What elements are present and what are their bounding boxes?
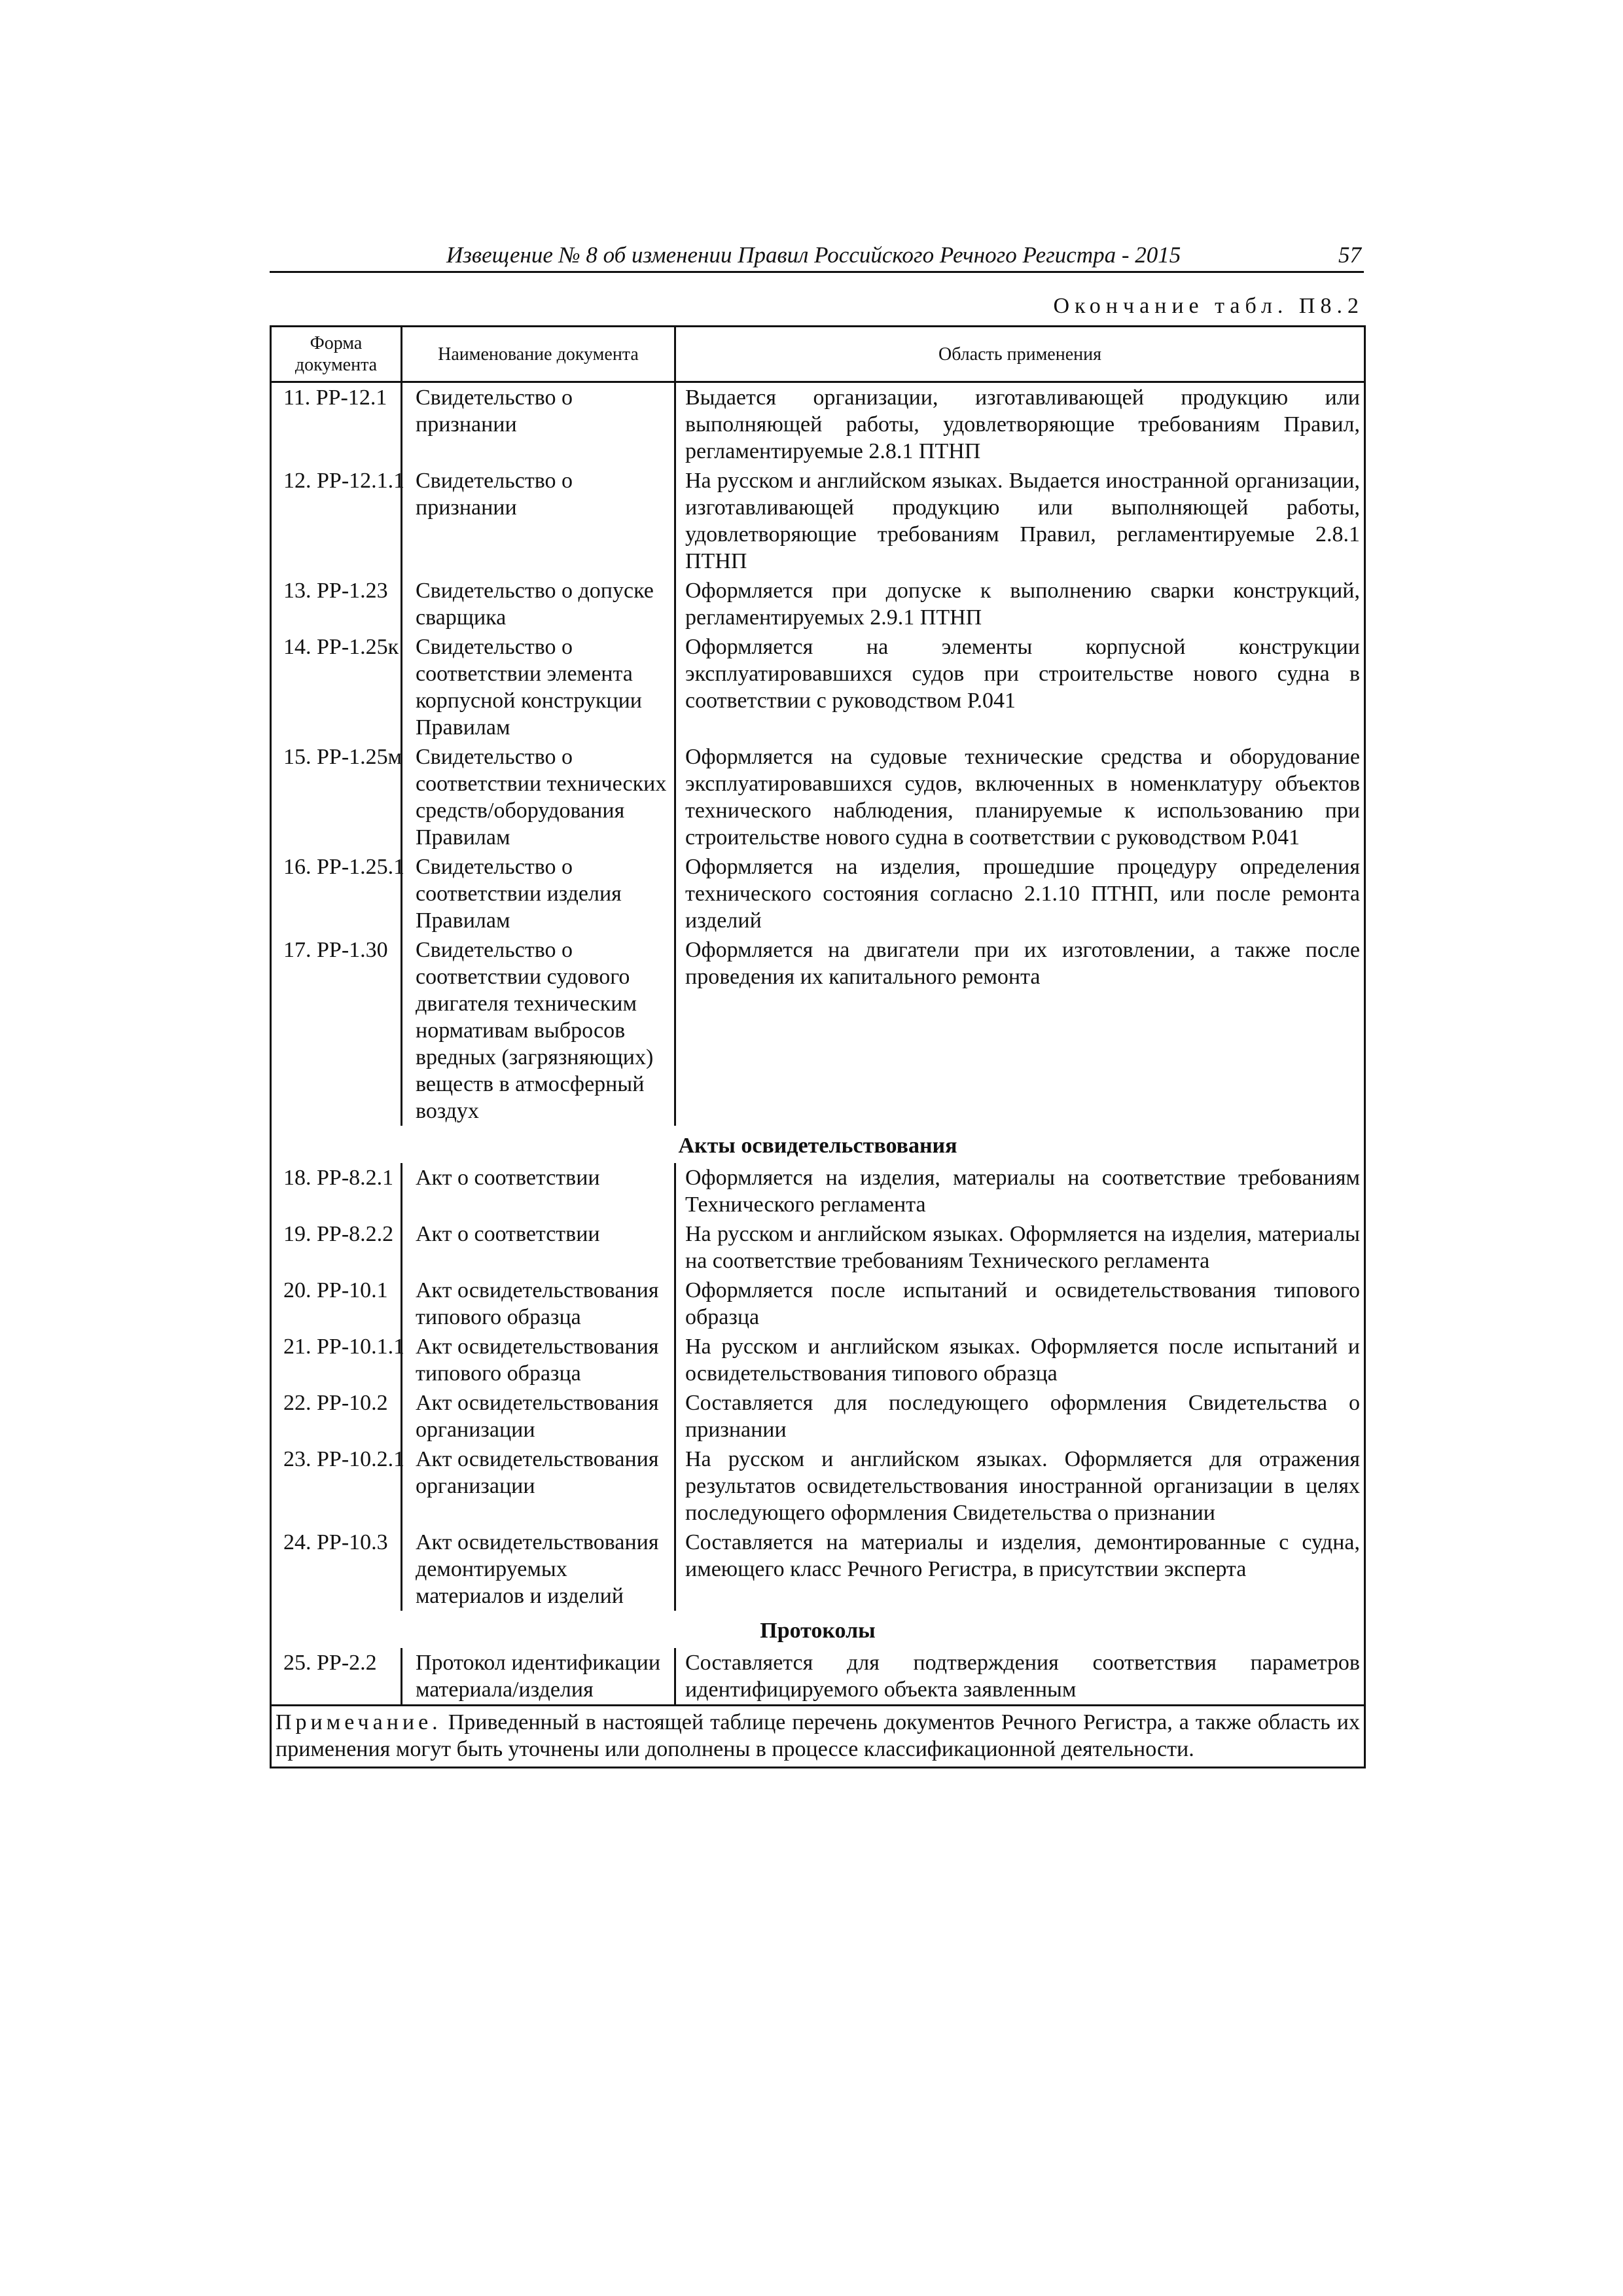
- table-row: [271, 1276, 1365, 1332]
- table-row: [271, 466, 1365, 576]
- doc-scope: Оформляется на элементы корпусной конструкции эксплуатировавшихся судов при строительстве нового судна в соответствии с руководством Р.041: [675, 632, 1365, 742]
- table-row: [271, 632, 1365, 742]
- header-title: Извещение № 8 об изменении Правил Российского Речного Регистра - 2015: [446, 242, 1181, 268]
- doc-scope: Оформляется на судовые технические средства и оборудование эксплуатировавшихся судов, включенных в номенклатуру объектов технического наблюдения, планируемые к использованию при строительстве нового судна в соответствии с руководством Р.041: [675, 742, 1365, 852]
- doc-form: 25. РР-2.2: [271, 1648, 402, 1706]
- table-row: [271, 576, 1365, 632]
- doc-scope: На русском и английском языках. Выдается иностранной организации, изготавливающей продукцию или выполняющей работы, удовлетворяющие требованиям Правил, регламентируемые 2.8.1 ПТНП: [675, 466, 1365, 576]
- section-heading-protocols: Протоколы: [271, 1611, 1365, 1648]
- doc-name: Свидетельство о допуске сварщика: [402, 576, 675, 632]
- doc-form: 11. РР-12.1: [271, 382, 402, 467]
- doc-form: 16. РР-1.25.1: [271, 852, 402, 935]
- doc-form: 23. РР-10.2.1: [271, 1444, 402, 1528]
- doc-scope: Оформляется при допуске к выполнению сварки конструкций, регламентируемых 2.9.1 ПТНП: [675, 576, 1365, 632]
- page-number: 57: [1338, 242, 1361, 268]
- note-text: Приведенный в настоящей таблице перечень документов Речного Регистра, а также область их применения могут быть уточнены или дополнены в процессе классификационной деятельности.: [276, 1710, 1361, 1761]
- section-heading-row: [271, 1611, 1365, 1648]
- table-row: [271, 935, 1365, 1126]
- doc-form: 12. РР-12.1.1: [271, 466, 402, 576]
- section-heading-acts: Акты освидетельствования: [271, 1126, 1365, 1163]
- table-note: [271, 1706, 1365, 1768]
- column-header-name: Наименование документа: [402, 327, 675, 382]
- doc-form: 14. РР-1.25к: [271, 632, 402, 742]
- doc-form: 22. РР-10.2: [271, 1388, 402, 1444]
- table-row: [271, 1332, 1365, 1388]
- table-row: [271, 742, 1365, 852]
- doc-name: Акт освидетельствования типового образца: [402, 1332, 675, 1388]
- column-header-scope: Область применения: [675, 327, 1365, 382]
- column-header-form: Форма документа: [271, 327, 402, 382]
- doc-scope: На русском и английском языках. Оформляется после испытаний и освидетельствования типового образца: [675, 1332, 1365, 1388]
- doc-scope: Оформляется после испытаний и освидетельствования типового образца: [675, 1276, 1365, 1332]
- doc-scope: Составляется для подтверждения соответствия параметров идентифицируемого объекта заявленным: [675, 1648, 1365, 1706]
- table-row: [271, 1528, 1365, 1611]
- doc-form: 19. РР-8.2.2: [271, 1219, 402, 1276]
- doc-form: 18. РР-8.2.1: [271, 1163, 402, 1219]
- table-header-row: [271, 327, 1365, 382]
- doc-name: Акт освидетельствования демонтируемых материалов и изделий: [402, 1528, 675, 1611]
- note-row: [271, 1706, 1365, 1768]
- table-row: [271, 852, 1365, 935]
- doc-name: Свидетельство о соответствии элемента корпусной конструкции Правилам: [402, 632, 675, 742]
- doc-scope: На русском и английском языках. Оформляется для отражения результатов освидетельствования иностранной организации в целях последующего оформления Свидетельства о признании: [675, 1444, 1365, 1528]
- doc-name: Акт о соответствии: [402, 1163, 675, 1219]
- doc-form: 15. РР-1.25м: [271, 742, 402, 852]
- doc-name: Свидетельство о соответствии технических средств/оборудования Правилам: [402, 742, 675, 852]
- doc-name: Свидетельство о признании: [402, 382, 675, 467]
- section-heading-row: [271, 1126, 1365, 1163]
- documents-table: [270, 325, 1366, 1768]
- table-row: [271, 1648, 1365, 1706]
- page-header: [270, 240, 1364, 273]
- table-row: [271, 1444, 1365, 1528]
- doc-form: 21. РР-10.1.1: [271, 1332, 402, 1388]
- doc-scope: Составляется для последующего оформления Свидетельства о признании: [675, 1388, 1365, 1444]
- table-row: [271, 1163, 1365, 1219]
- table-row: [271, 1388, 1365, 1444]
- table-row: [271, 1219, 1365, 1276]
- doc-form: 20. РР-10.1: [271, 1276, 402, 1332]
- table-caption: Окончание табл. П8.2: [1053, 294, 1364, 318]
- doc-form: 13. РР-1.23: [271, 576, 402, 632]
- doc-scope: Оформляется на изделия, материалы на соответствие требованиям Технического регламента: [675, 1163, 1365, 1219]
- table-row: [271, 382, 1365, 467]
- doc-name: Акт освидетельствования организации: [402, 1388, 675, 1444]
- doc-scope: На русском и английском языках. Оформляется на изделия, материалы на соответствие требованиям Технического регламента: [675, 1219, 1365, 1276]
- doc-scope: Составляется на материалы и изделия, демонтированные с судна, имеющего класс Речного Регистра, в присутствии эксперта: [675, 1528, 1365, 1611]
- doc-name: Акт освидетельствования типового образца: [402, 1276, 675, 1332]
- doc-name: Свидетельство о соответствии изделия Правилам: [402, 852, 675, 935]
- doc-name: Свидетельство о признании: [402, 466, 675, 576]
- doc-name: Акт освидетельствования организации: [402, 1444, 675, 1528]
- doc-scope: Выдается организации, изготавливающей продукцию или выполняющей работы, удовлетворяющие требованиям Правил, регламентируемые 2.8.1 ПТНП: [675, 382, 1365, 467]
- note-label: Примечание.: [276, 1710, 442, 1734]
- doc-name: Акт о соответствии: [402, 1219, 675, 1276]
- doc-name: Протокол идентификации материала/изделия: [402, 1648, 675, 1706]
- doc-scope: Оформляется на двигатели при их изготовлении, а также после проведения их капитального ремонта: [675, 935, 1365, 1126]
- doc-scope: Оформляется на изделия, прошедшие процедуру определения технического состояния согласно 2.1.10 ПТНП, или после ремонта изделий: [675, 852, 1365, 935]
- doc-form: 24. РР-10.3: [271, 1528, 402, 1611]
- doc-form: 17. РР-1.30: [271, 935, 402, 1126]
- doc-name: Свидетельство о соответствии судового двигателя техническим нормативам выбросов вредных (загрязняющих) веществ в атмосферный воздух: [402, 935, 675, 1126]
